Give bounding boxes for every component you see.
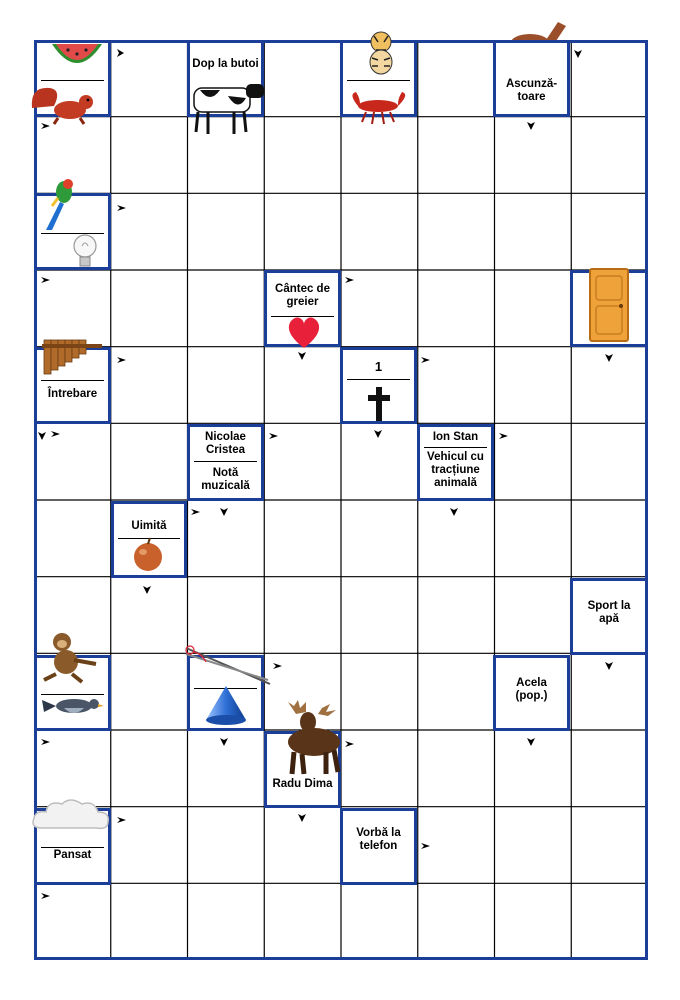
clue-divider [347, 379, 410, 380]
light-bulb-icon [70, 232, 100, 272]
arrow-icon [141, 584, 153, 596]
knitting-needles-icon [180, 640, 272, 688]
arrow-icon [603, 660, 615, 672]
arrow-icon [272, 660, 284, 672]
clue-divider [424, 447, 487, 448]
arrow-icon [344, 274, 356, 286]
arrow-icon [448, 506, 460, 518]
cross-icon [367, 386, 391, 422]
clue-vorba-la-telefon: Vorbă la telefon [356, 827, 401, 852]
arrow-icon [190, 506, 202, 518]
arrow-icon [116, 202, 128, 214]
arrow-icon [603, 352, 615, 364]
heart-icon [284, 312, 324, 352]
arrow-icon [372, 428, 384, 440]
arrow-icon [116, 354, 128, 366]
arrow-icon [344, 738, 356, 750]
clue-vehicul: Vehicul cu tracțiune animală [427, 451, 484, 489]
clue-cantec-de-greier: Cântec de greier [275, 283, 330, 308]
cuckoo-icon [40, 688, 106, 724]
apple-icon [130, 536, 166, 574]
arrow-icon [40, 120, 52, 132]
crossword-grid [34, 40, 648, 960]
door-icon [587, 266, 631, 344]
arrow-icon [218, 736, 230, 748]
arrow-icon [116, 814, 128, 826]
watermelon-icon [48, 38, 106, 76]
clue-divider [41, 847, 104, 848]
arrow-icon [40, 890, 52, 902]
arrow-icon [268, 430, 280, 442]
clue-divider [347, 80, 410, 81]
arrow-icon [498, 430, 510, 442]
clue-divider [41, 380, 104, 381]
squirrel-icon [28, 80, 100, 126]
clue-nicolae-cristea: Nicolae Cristea [205, 431, 246, 456]
moose-icon [268, 700, 356, 776]
clue-ion-stan: Ion Stan [432, 431, 479, 443]
cloud-icon [30, 796, 112, 836]
clue-dop-la-butoi: Dop la butoi [192, 58, 259, 70]
cone-icon [202, 684, 250, 728]
arrow-icon [296, 350, 308, 362]
arrow-icon [40, 736, 52, 748]
arrow-icon [572, 48, 584, 60]
parrot-icon [40, 176, 80, 234]
lobster-icon [346, 88, 412, 128]
cow-icon [186, 76, 270, 136]
clue-acela-pop: Acela (pop.) [515, 677, 548, 702]
tiger-icon [360, 28, 402, 76]
arrow-icon [114, 48, 126, 60]
arrow-icon [50, 428, 62, 440]
arrow-icon [40, 274, 52, 286]
clue-uimita: Uimită [131, 520, 167, 532]
arrow-icon [525, 736, 537, 748]
clue-divider [194, 461, 257, 462]
arrow-icon [420, 354, 432, 366]
clue-radu-dima: Radu Dima [272, 778, 333, 790]
pan-flute-icon [42, 336, 110, 376]
clue-pansat: Pansat [53, 849, 92, 861]
clue-intrebare: Întrebare [47, 388, 98, 400]
clue-ascunzatoare: Ascunză- toare [505, 78, 558, 103]
monkey-icon [38, 630, 102, 684]
arrow-icon [525, 120, 537, 132]
clue-1: 1 [374, 359, 383, 374]
clue-nota-muzicala: Notă muzicală [201, 467, 250, 492]
arrow-icon [296, 812, 308, 824]
arrow-icon [420, 840, 432, 852]
clue-sport-la-apa: Sport la apă [587, 600, 631, 625]
arrow-icon [218, 506, 230, 518]
arrow-icon [36, 430, 48, 442]
